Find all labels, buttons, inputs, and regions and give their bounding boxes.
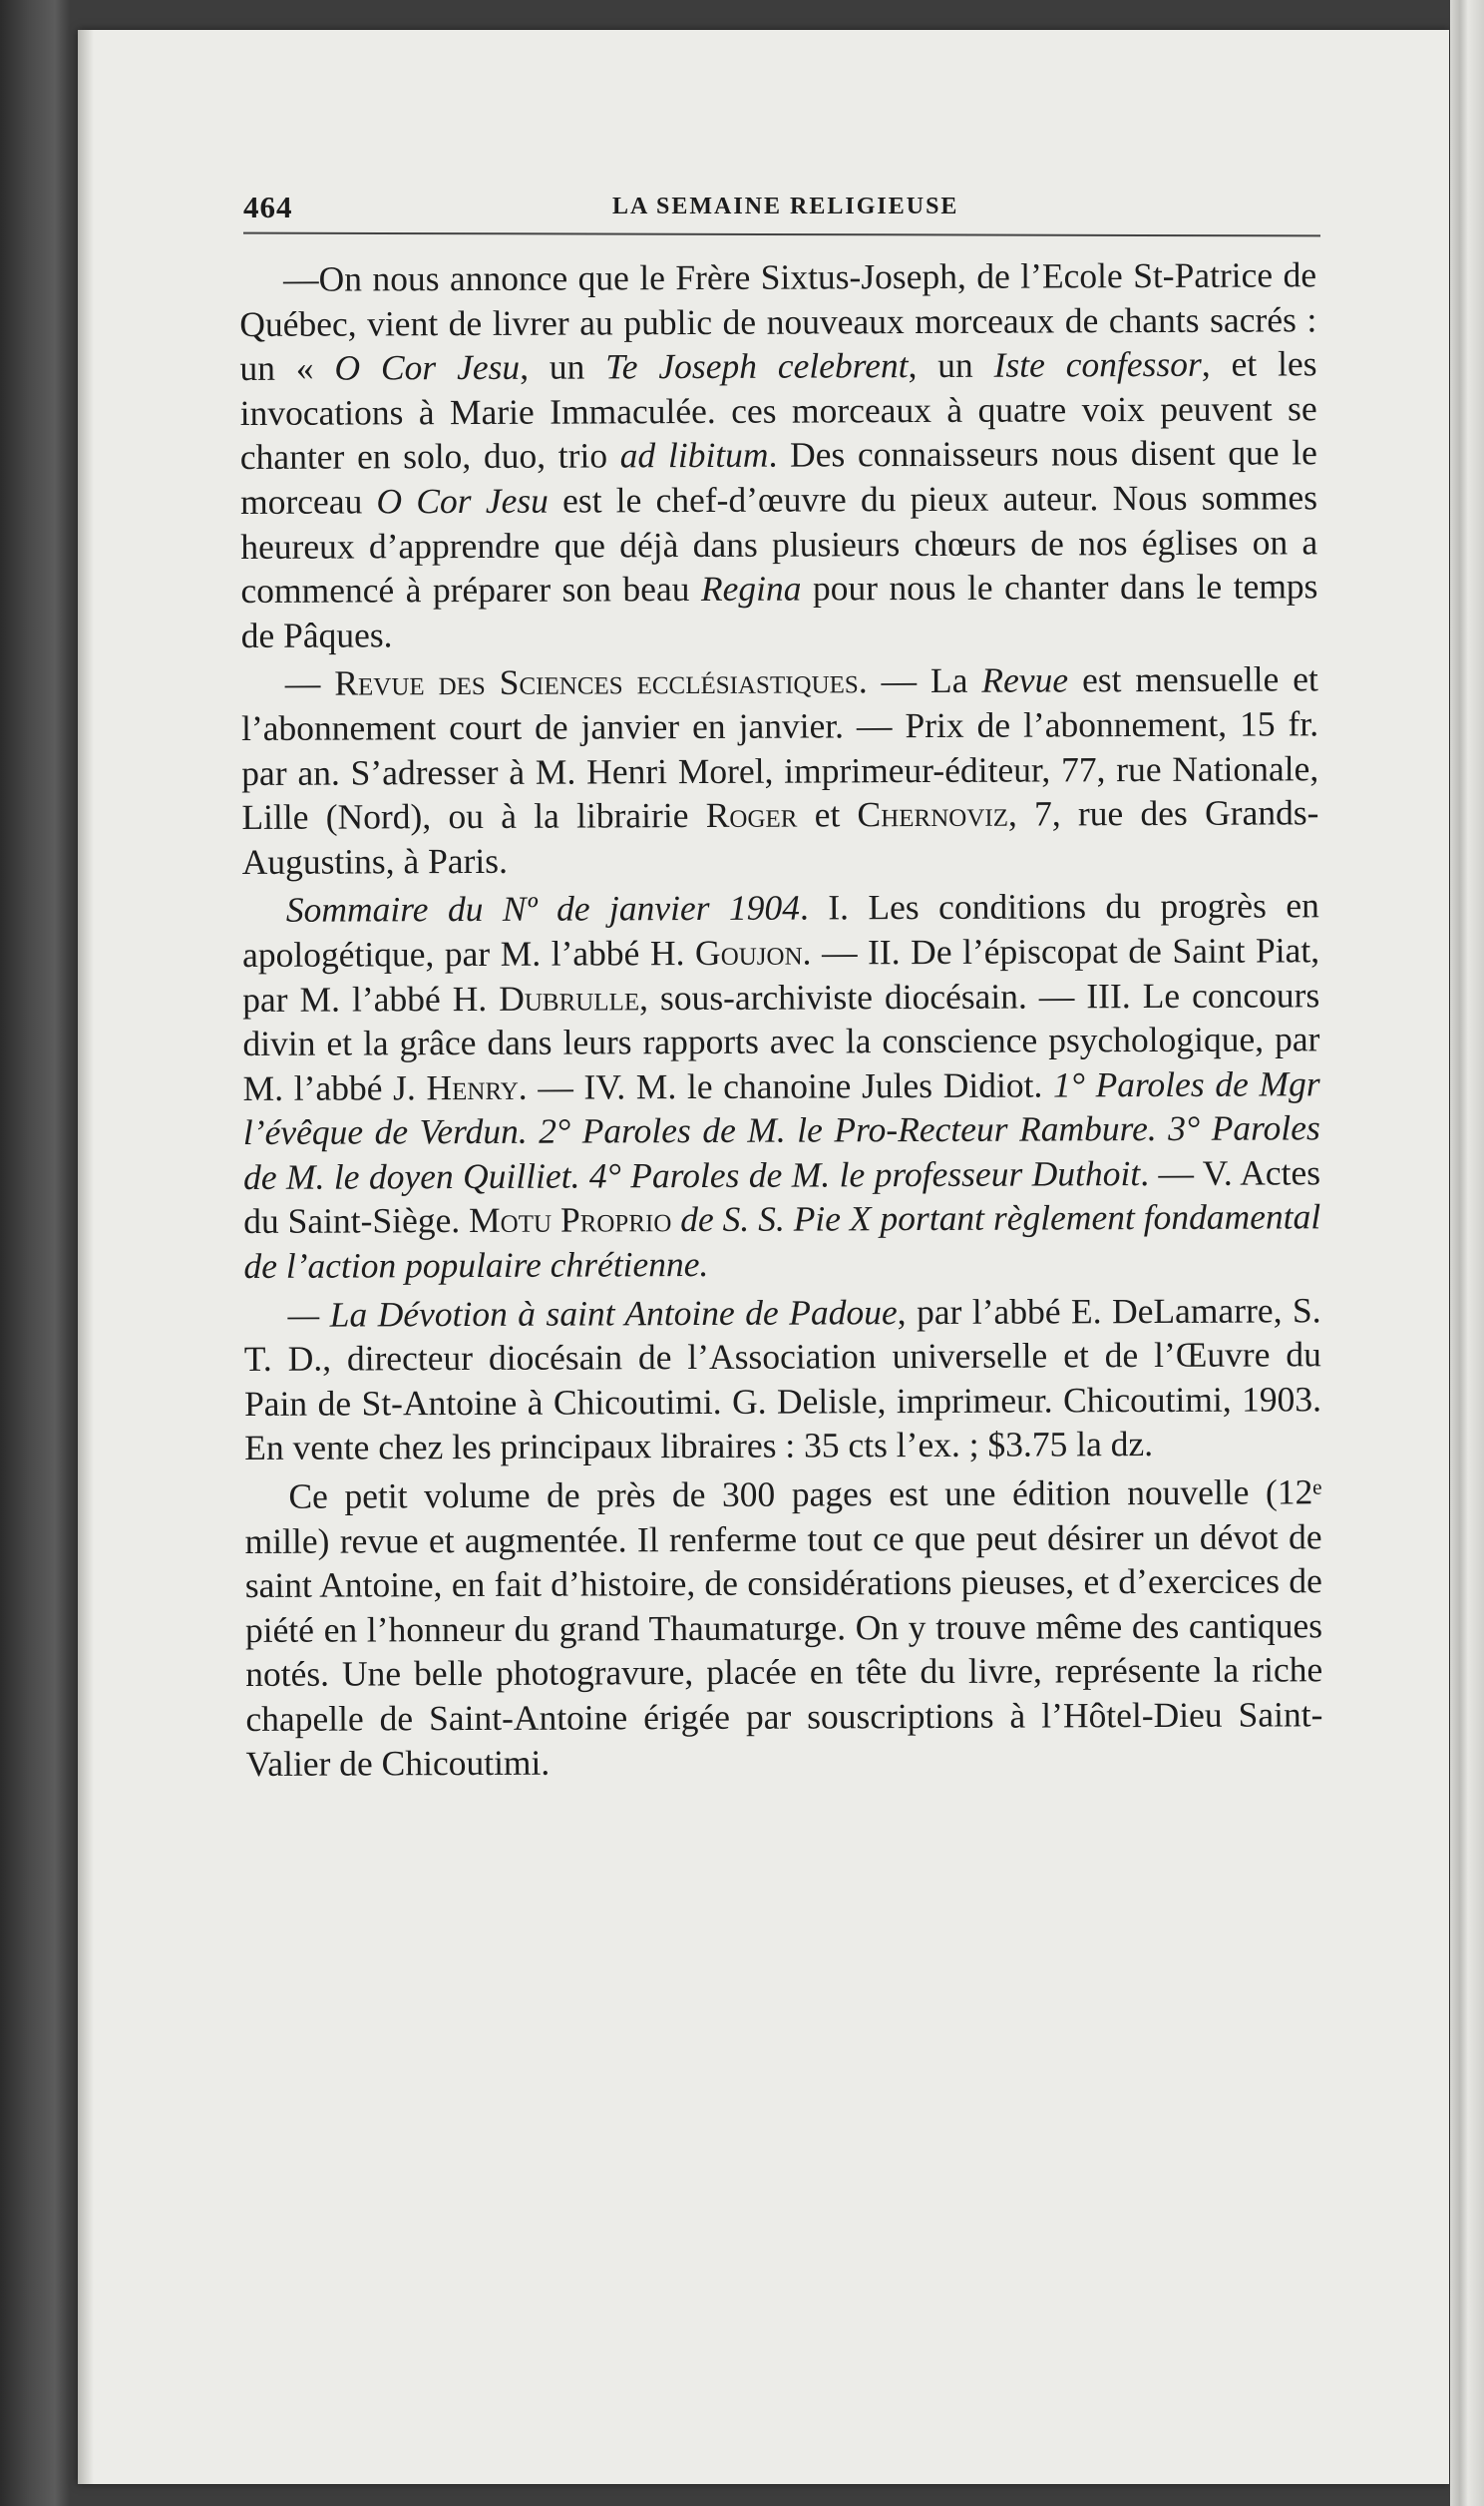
text-run: . — V. Actes du Saint-Siège. — [243, 1152, 1321, 1242]
text-run: , un — [520, 346, 606, 387]
italic-text: O Cor Jesu — [334, 346, 521, 388]
text-run: , 7, rue des Grands-Augustins, à Paris. — [241, 792, 1319, 882]
italic-text: Iste confessor — [993, 343, 1202, 385]
small-caps-text: Goujon — [694, 932, 803, 973]
page-edge — [1450, 0, 1484, 2506]
italic-text: O Cor Jesu — [376, 480, 549, 522]
small-caps-text: Henry — [426, 1066, 519, 1107]
small-caps-text: Revue des Sciences ecclésiastiques — [334, 660, 859, 703]
text-run: . Des connaisseurs nous disent que le morceau — [239, 432, 1317, 522]
text-run: — — [284, 662, 335, 704]
text-run: , un — [908, 344, 994, 386]
italic-text: Regina — [700, 568, 802, 610]
small-caps-text: Dubrulle — [499, 977, 640, 1019]
paragraph-petit-volume — [244, 1469, 1322, 1786]
page-header — [243, 190, 1315, 235]
italic-text: de S. S. Pie X portant règlement fondamental de l’action populaire chrétienne. — [243, 1196, 1321, 1287]
italic-text: Revue — [981, 659, 1069, 701]
text-run: est le chef-d’œuvre du pieux auteur. Nous sommes heureux d’apprendre que déjà dans plusieurs chœurs de nos églises on a commencé à préparer son beau — [240, 477, 1318, 612]
small-caps-text: Roger — [705, 794, 798, 836]
text-run: . — II. De l’épiscopat de Saint Piat, par M. l’abbé H. — [242, 930, 1320, 1020]
paragraph-frere-sixtus — [239, 252, 1318, 657]
body-text — [239, 252, 1323, 1786]
small-caps-text: Motu Proprio — [468, 1199, 672, 1241]
italic-text: 1° Paroles de Mgr l’évêque de Verdun. 2° Paroles de M. le Pro-Recteur Rambure. 3° Paroles de M. le doyen Quilliet. 4° Paroles de M. le professeur Duthoit — [242, 1062, 1320, 1197]
page-number: 464 — [243, 190, 293, 224]
small-caps-text: Chernoviz — [857, 793, 1009, 835]
text-run: . — IV. M. le chanoine Jules Didiot. — [518, 1064, 1054, 1107]
italic-text: Sommaire du Nº de janvier 1904 — [285, 887, 801, 931]
text-run: . I. Les conditions du progrès en apologétique, par M. l’abbé H. — [241, 885, 1319, 975]
running-title: LA SEMAINE RELIGIEUSE — [612, 194, 959, 219]
paragraph-sommaire — [242, 884, 1321, 1289]
text-run: , et les invocations à Marie Immaculée. ces morceaux à quatre voix peuvent se chanter en solo, duo, trio — [239, 343, 1317, 478]
paragraph-revue-sciences — [241, 657, 1319, 885]
text-run: —On nous annonce que le Frère Sixtus-Joseph, de l’Ecole St-Patrice de Québec, vient de livrer au public de nouveaux morceaux de chants sacrés : un « — [239, 254, 1317, 389]
italic-text: — La Dévotion à saint Antoine de Padoue — [287, 1291, 898, 1335]
text-run: , sous-archiviste diocésain. — III. Le concours divin et la grâce dans leurs rapports avec la conscience psychologique, par M. l’abbé J. — [242, 974, 1320, 1108]
text-run: , par l’abbé E. DeLamarre, S. T. D., directeur diocésain de l’Association universelle et de l’Œuvre du Pain de St-Antoine à Chicoutimi. G. Delisle, imprimeur. Chicoutimi, 1903. En vente chez les principaux libraires : 35 cts l’ex. ; $3.75 la dz. — [243, 1289, 1322, 1468]
text-run: pour nous le chanter dans le temps de Pâques. — [240, 566, 1318, 655]
text-run: . — La — [858, 660, 982, 701]
text-run: est mensuelle et l’abonnement court de janvier en janvier. — Prix de l’abonnement, 15 fr. par an. S’adresser à M. Henri Morel, imprimeur-éditeur, 77, rue Nationale, Lille (Nord), ou à la librairie — [240, 658, 1319, 838]
text-run: et — [797, 794, 858, 835]
italic-text: Te Joseph celebrent — [605, 345, 909, 387]
italic-text: ad libitum — [619, 435, 769, 476]
text-run: Ce petit volume de près de 300 pages est une édition nouvelle (12ᵉ mille) revue et augmentée. Il renferme tout ce que peut désirer un dévot de saint Antoine, en fait d’histoire, de considérations pieuses, et d’exercices de piété en l’honneur du grand Thaumaturge. On y trouve même des cantiques notés. Une belle photogravure, placée en tête du livre, représente la riche chapelle de Saint-Antoine érigée par souscriptions à l’Hôtel-Dieu Saint-Valier de Chicoutimi. — [244, 1471, 1323, 1784]
paragraph-devotion — [244, 1288, 1322, 1470]
